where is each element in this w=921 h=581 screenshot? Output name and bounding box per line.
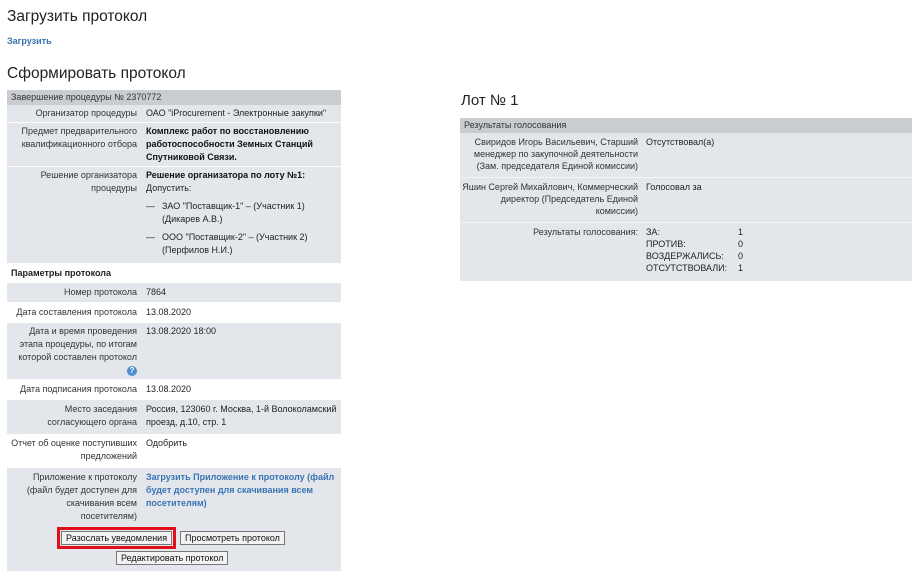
stage-datetime-label: Дата и время проведения этапа процедуры, по итогам которой составлен протокол <box>18 326 137 362</box>
location-row <box>7 400 341 434</box>
date-created-value: 13.08.2020 <box>146 307 192 317</box>
member-row <box>460 133 912 177</box>
tally-value: 0 <box>738 239 744 249</box>
upload-protocol-title: Загрузить протокол <box>7 8 148 25</box>
dash-icon: — <box>146 201 155 211</box>
organizer-label: Организатор процедуры <box>35 108 137 118</box>
participant-item <box>146 231 337 257</box>
date-signed-label: Дата подписания протокола <box>20 384 137 394</box>
location-label: Место заседания согласующего органа <box>47 404 137 427</box>
date-signed-row <box>7 379 341 400</box>
participant-text: ЗАО "Поставщик-1" – (Участник 1) (Дикарев А.В.) <box>162 201 305 224</box>
results-row <box>460 222 912 281</box>
member-label: Яшин Сергей Михайлович, Коммерческий директор (Председатель Единой комиссии) <box>462 182 638 216</box>
subject-row <box>7 122 341 166</box>
report-row <box>7 434 341 468</box>
tally-value: 1 <box>738 227 744 237</box>
location-value: Россия, 123060 г. Москва, 1-й Волоколамский проезд, д.10, стр. 1 <box>146 404 337 427</box>
decision-admit: Допустить: <box>146 183 192 193</box>
attachment-label: Приложение к протоколу (файл будет доступен для скачивания всем посетителям) <box>26 472 137 521</box>
tally-value: 0 <box>738 251 744 261</box>
tally-key: ОТСУТСТВОВАЛИ: <box>646 263 728 273</box>
params-title: Параметры протокола <box>7 263 341 283</box>
protocol-number-row <box>7 283 341 302</box>
member-label: Свиридов Игорь Васильевич, Старший менеджер по закупочной деятельности (Зам. председателя Единой комиссии) <box>473 137 638 171</box>
action-buttons <box>7 527 341 571</box>
member-row <box>460 177 912 222</box>
report-value: Одобрить <box>146 438 188 448</box>
send-notifications-button[interactable]: Разослать уведомления <box>61 531 172 545</box>
lot-title: Лот № 1 <box>461 92 519 109</box>
stage-datetime-row <box>7 323 341 379</box>
voting-panel <box>460 118 912 281</box>
tally-key: ЗА: <box>646 227 660 237</box>
date-created-label: Дата составления протокола <box>16 307 137 317</box>
protocol-number-label: Номер протокола <box>63 287 137 297</box>
procedure-panel <box>7 90 341 571</box>
participant-item <box>146 200 337 226</box>
vote-tally <box>646 226 908 274</box>
subject-value: Комплекс работ по восстановлению работоспособности Земных Станций Спутниковой Связи. <box>146 126 313 162</box>
upload-link[interactable]: Загрузить <box>7 36 52 46</box>
dash-icon: — <box>146 232 155 242</box>
participant-text: ООО "Поставщик-2" – (Участник 2) (Перфилов Н.И.) <box>162 232 308 255</box>
decision-title: Решение организатора по лоту №1: <box>146 170 306 180</box>
tally-key: ПРОТИВ: <box>646 239 686 249</box>
member-vote: Голосовал за <box>646 182 702 192</box>
protocol-number-value: 7864 <box>146 287 167 297</box>
decision-label: Решение организатора процедуры <box>40 170 137 193</box>
tally-value: 1 <box>738 263 744 273</box>
stage-datetime-value: 13.08.2020 18:00 <box>146 326 217 336</box>
report-label: Отчет об оценке поступивших предложений <box>11 438 137 461</box>
subject-label: Предмет предварительного квалификационного отбора <box>21 126 137 149</box>
edit-protocol-button[interactable]: Редактировать протокол <box>116 551 228 565</box>
tally-key: ВОЗДЕРЖАЛИСЬ: <box>646 251 724 261</box>
results-label: Результаты голосования: <box>533 227 638 237</box>
member-vote: Отсутствовал(а) <box>646 137 715 147</box>
attachment-upload-link[interactable]: Загрузить Приложение к протоколу (файл будет доступен для скачивания всем посетителям) <box>146 472 335 508</box>
view-protocol-button[interactable]: Просмотреть протокол <box>180 531 285 545</box>
form-protocol-title: Сформировать протокол <box>7 65 186 82</box>
voting-header: Результаты голосования <box>460 118 912 133</box>
help-icon[interactable]: ? <box>127 366 137 376</box>
date-created-row <box>7 302 341 323</box>
decision-row <box>7 166 341 263</box>
organizer-value: ОАО "iProcurement - Электронные закупки" <box>146 108 327 118</box>
procedure-header: Завершение процедуры № 2370772 <box>7 90 341 105</box>
attachment-row <box>7 468 341 527</box>
date-signed-value: 13.08.2020 <box>146 384 192 394</box>
organizer-row <box>7 105 341 122</box>
